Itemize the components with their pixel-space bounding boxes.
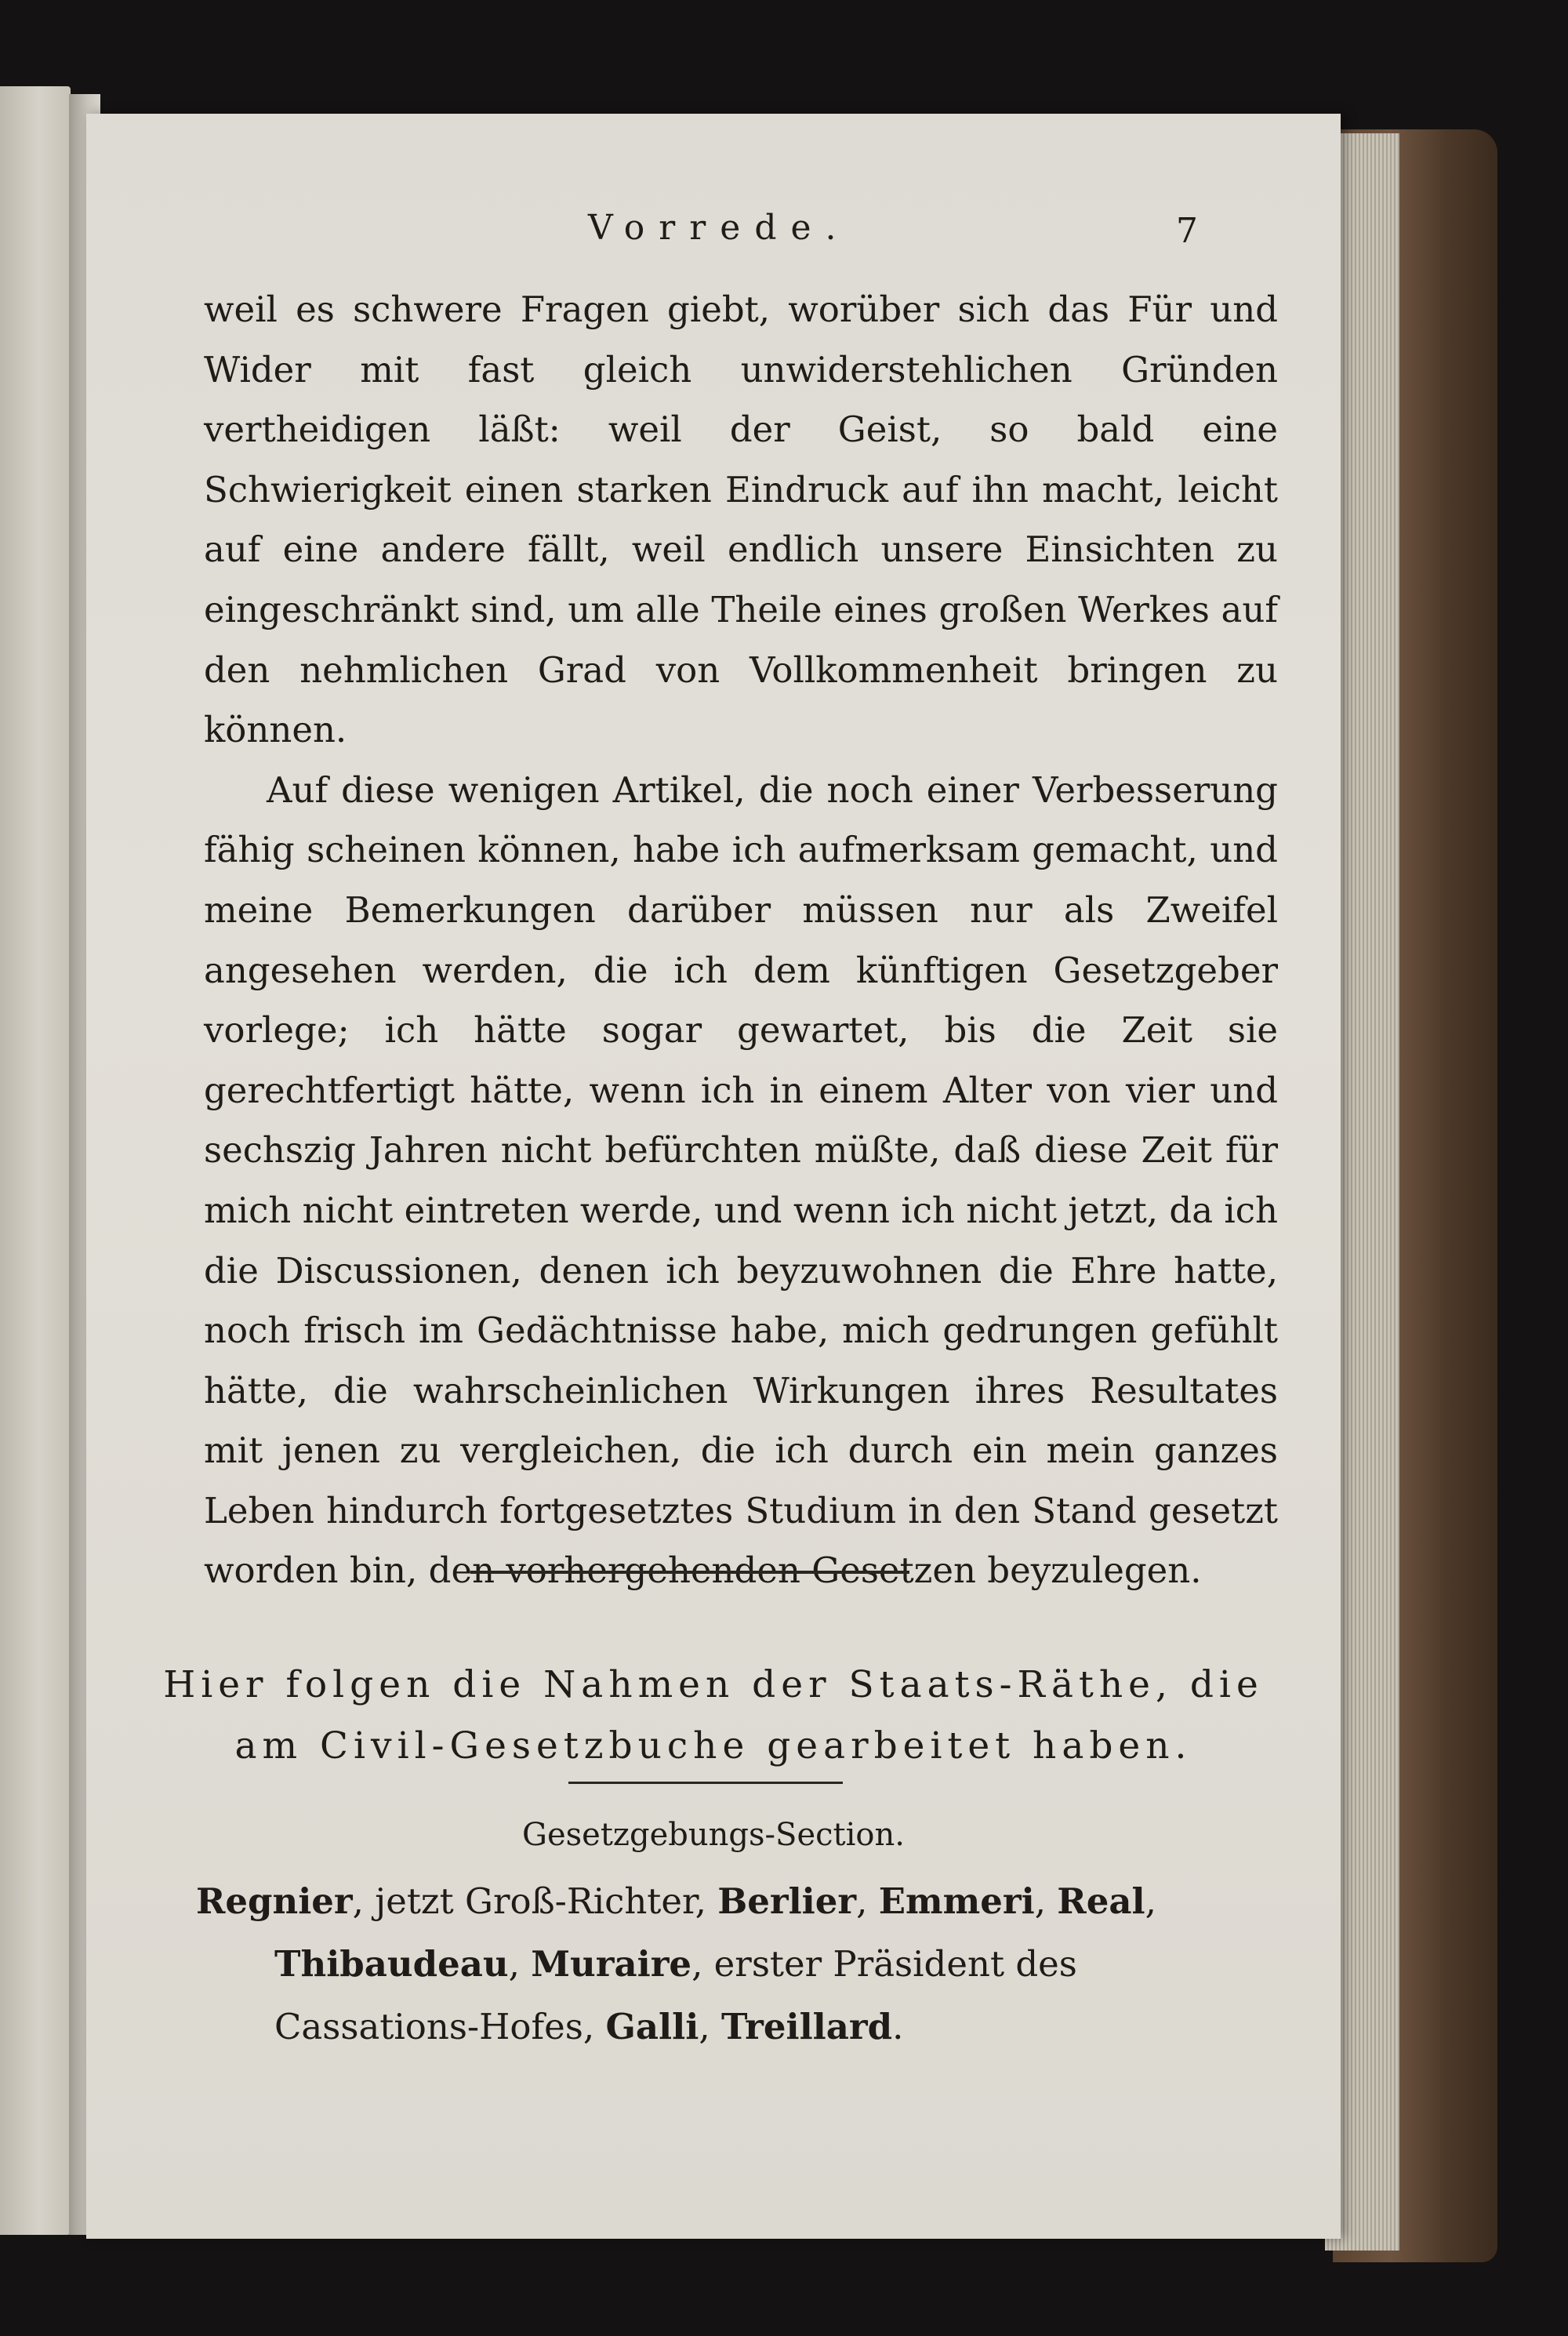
name-note: , xyxy=(699,2006,721,2047)
section-heading-line-1: Hier folgen die Nahmen der Staats-Räthe, die xyxy=(163,1663,1264,1706)
name-note: . xyxy=(892,2006,904,2047)
left-facing-page xyxy=(0,86,71,2235)
name-note: , xyxy=(856,1880,879,1922)
name-entry: Muraire xyxy=(531,1943,692,1985)
name-note: , jetzt Groß-Richter, xyxy=(352,1880,718,1922)
page-header xyxy=(86,208,1341,255)
name-entry: Real xyxy=(1057,1880,1145,1922)
body-text xyxy=(204,280,1278,1601)
paragraph-1: weil es schwere Fragen giebt, worüber sich das Für und Wider mit fast gleich unwiderstehlichen Gründen vertheidigen läßt: weil der Geist, so bald eine Schwierigkeit einen starken Eindruck auf ihn macht, leicht auf eine andere fällt, weil endlich unsere Einsichten zu eingeschränkt sind, um alle Theile eines großen Werkes auf den nehmlichen Grad von Vollkommenheit bringen zu können. xyxy=(204,289,1278,751)
name-note: , xyxy=(1034,1880,1058,1922)
paragraph-2: Auf diese wenigen Artikel, die noch einer Verbesserung fähig scheinen können, habe ich aufmerksam gemacht, und meine Bemerkungen darüber müssen nur als Zweifel angesehen werden, die ich dem künftigen Gesetzgeber vorlege; ich hätte sogar gewartet, bis die Zeit sie gerechtfertigt hätte, wenn ich in einem Alter von vier und sechszig Jahren nicht befürchten müßte, daß diese Zeit für mich nicht eintreten werde, und wenn ich nicht jetzt, da ich die Discussionen, denen ich beyzuwohnen die Ehre hatte, noch frisch im Gedächtnisse habe, mich gedrungen gefühlt hätte, die wahrscheinlichen Wirkungen ihres Resultates mit jenen zu vergleichen, die ich durch ein mein ganzes Leben hindurch fortgesetztes Studium in den Stand gesetzt worden bin, den vorhergehenden Gesetzen beyzulegen. xyxy=(204,768,1278,1592)
name-note: , xyxy=(1145,1880,1156,1922)
name-note: , erster Präsident des Cassations-Hofes, xyxy=(274,1943,1077,2047)
running-title: Vorrede. xyxy=(588,208,851,248)
names-line-2 xyxy=(196,1933,1286,2058)
name-entry: Regnier xyxy=(196,1880,353,1922)
name-entry: Berlier xyxy=(717,1880,857,1922)
name-entry: Galli xyxy=(605,2006,699,2047)
names-line-1 xyxy=(196,1870,1286,1933)
name-entry: Thibaudeau xyxy=(274,1943,509,1985)
name-entry: Treillard xyxy=(720,2006,893,2047)
names-list xyxy=(196,1870,1286,2058)
section-divider xyxy=(470,1571,909,1574)
book-page xyxy=(86,114,1341,2239)
subsection-title: Gesetzgebungs-Section. xyxy=(522,1817,905,1853)
section-heading xyxy=(86,1655,1341,1777)
section-heading-line-2: am Civil-Gesetzbuche gearbeitet haben. xyxy=(234,1724,1192,1767)
name-note: , xyxy=(508,1943,532,1985)
name-entry: Emmeri xyxy=(878,1880,1035,1922)
page-number: 7 xyxy=(1176,211,1198,251)
heading-underline xyxy=(568,1782,843,1784)
